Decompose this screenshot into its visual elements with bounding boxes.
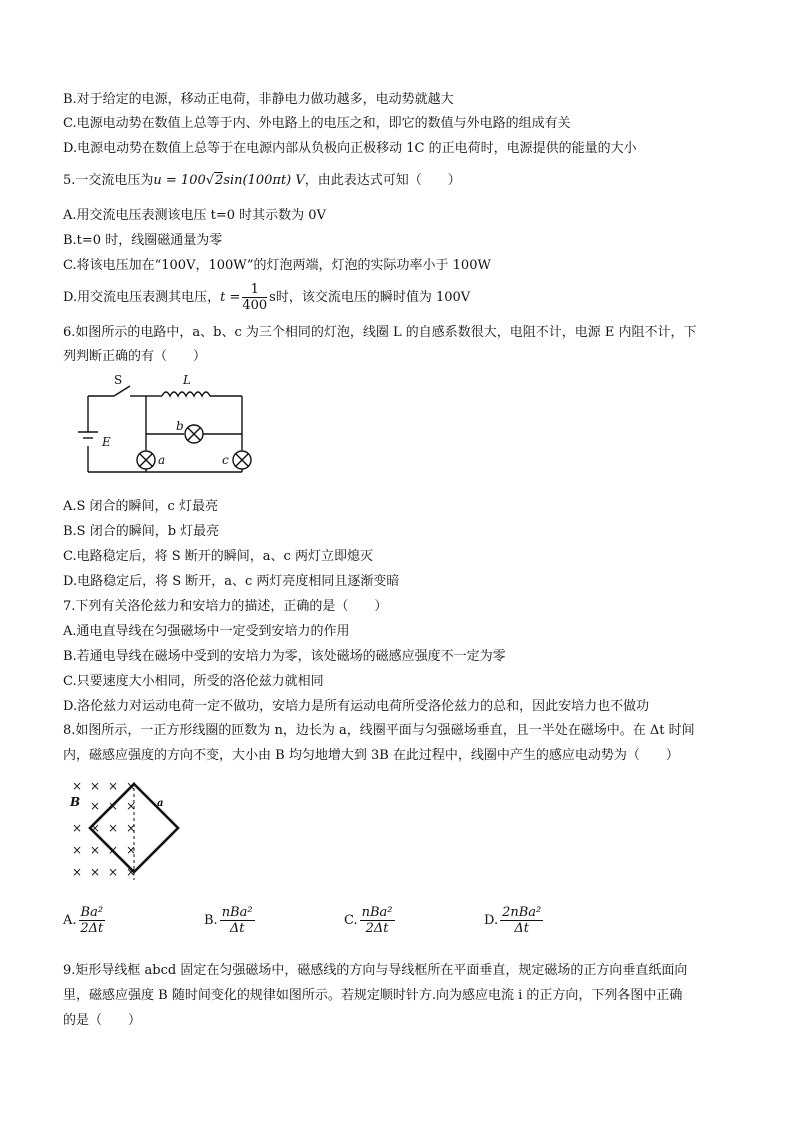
field-cross-mark: × xyxy=(126,821,137,835)
q7-option-c: C.只要速度大小相同，所受的洛伦兹力就相同 xyxy=(63,674,324,689)
q6-option-b: B.S 闭合的瞬间，b 灯最亮 xyxy=(63,524,220,539)
q5-option-d: D.用交流电压表测其电压，t = $\frac{1}{400}$ s时，该交流电压的瞬时值为 100V xyxy=(63,282,471,313)
field-cross-mark: × xyxy=(72,821,83,835)
field-cross-mark: × xyxy=(72,865,83,879)
field-cross-mark: × xyxy=(108,779,119,793)
field-cross-mark: × xyxy=(72,779,83,793)
lamp-c-label: c xyxy=(222,453,229,467)
switch-label: S xyxy=(114,373,123,387)
q5-option-b: B.t=0 时，线圈磁通量为零 xyxy=(63,233,223,248)
field-label: B xyxy=(70,795,81,809)
field-cross-mark: × xyxy=(108,843,119,857)
q5-formula: u = 100√2sin(100πt) V xyxy=(153,173,305,188)
q4-option-b: B.对于给定的电源，移动正电荷，非静电力做功越多，电动势就越大 xyxy=(63,92,454,107)
q8-coil-diagram xyxy=(64,776,186,884)
field-cross-mark: × xyxy=(108,799,119,813)
q5-option-a: A.用交流电压表测该电压 t=0 时其示数为 0V xyxy=(63,208,326,223)
q9-stem-line1: 9.矩形导线框 abcd 固定在匀强磁场中，磁感线的方向与导线框所在平面垂直，规定磁场的正方向垂直纸面向 xyxy=(63,963,688,978)
q7-option-a: A.通电直导线在匀强磁场中一定受到安培力的作用 xyxy=(63,624,350,639)
q8-option: D. $\frac{\text{2nBa²}}{\Delta t}$ xyxy=(484,905,542,936)
field-cross-mark: × xyxy=(90,843,101,857)
q6-circuit-diagram xyxy=(70,372,270,492)
q8-stem-line1: 8.如图所示，一正方形线圈的匝数为 n，边长为 a，线圈平面与匀强磁场垂直，且一半处在磁场中。在 Δt 时间 xyxy=(63,723,695,738)
lamp-b-label: b xyxy=(176,419,184,433)
q6-stem-line1: 6.如图所示的电路中，a、b、c 为三个相同的灯泡，线圈 L 的自感系数很大，电阻不计，电源 E 内阻不计，下 xyxy=(63,325,697,340)
q4-option-d: D.电源电动势在数值上总等于在电源内部从负极向正极移动 1C 的正电荷时，电源提供的能量的大小 xyxy=(63,141,637,156)
field-cross-mark: × xyxy=(126,843,137,857)
inductor-label: L xyxy=(183,373,191,387)
field-cross-mark: × xyxy=(126,779,137,793)
q7-option-b: B.若通电导线在磁场中受到的安培力为零，该处磁场的磁感应强度不一定为零 xyxy=(63,649,506,664)
field-cross-mark: × xyxy=(126,799,137,813)
field-cross-mark: × xyxy=(108,821,119,835)
q4-option-c: C.电源电动势在数值上总等于内、外电路上的电压之和，即它的数值与外电路的组成有关 xyxy=(63,116,571,131)
q8-option: B. $\frac{\text{nBa²}}{\Delta t}$ xyxy=(204,905,253,936)
q6-option-a: A.S 闭合的瞬间，c 灯最亮 xyxy=(63,499,218,514)
q8-option: C. $\frac{\text{nBa²}}{2\Delta t}$ xyxy=(344,905,393,936)
field-cross-mark: × xyxy=(90,799,101,813)
q5-fraction: $\frac{1}{400}$ xyxy=(242,282,268,313)
q8-stem-line2: 内，磁感应强度的方向不变，大小由 B 均匀地增大到 3B 在此过程中，线圈中产生的感应电动势为（ ） xyxy=(63,748,679,763)
field-cross-mark: × xyxy=(90,865,101,879)
q5-option-c: C.将该电压加在“100V，100W”的灯泡两端，灯泡的实际功率小于 100W xyxy=(63,258,491,273)
q5-stem: 5.一交流电压为u = 100√2sin(100πt) V，由此表达式可知（ ） xyxy=(63,173,461,188)
field-cross-mark: × xyxy=(72,843,83,857)
q7-stem: 7.下列有关洛伦兹力和安培力的描述，正确的是（ ） xyxy=(63,599,388,614)
q6-option-c: C.电路稳定后，将 S 断开的瞬间，a、c 两灯立即熄灭 xyxy=(63,549,373,564)
battery-label: E xyxy=(102,435,111,449)
lamp-a-label: a xyxy=(158,453,166,467)
field-cross-mark: × xyxy=(126,865,137,879)
q9-stem-line2: 里，磁感应强度 B 随时间变化的规律如图所示。若规定顺时针方.向为感应电流 i 的正方向，下列各图中正确 xyxy=(63,988,683,1003)
q7-option-d: D.洛伦兹力对运动电荷一定不做功，安培力是所有运动电荷所受洛伦兹力的总和，因此安培力也不做功 xyxy=(63,699,650,714)
q6-stem-line2: 列判断正确的有（ ） xyxy=(63,349,207,364)
q6-option-d: D.电路稳定后，将 S 断开，a、c 两灯亮度相同且逐渐变暗 xyxy=(63,574,400,589)
field-cross-mark: × xyxy=(90,779,101,793)
q8-option: A. $\frac{\text{Ba²}}{2\Delta t}$ xyxy=(63,905,104,936)
q9-stem-line3: 的是（ ） xyxy=(63,1013,142,1028)
field-cross-mark: × xyxy=(108,865,119,879)
side-label: a xyxy=(157,798,164,809)
field-cross-mark: × xyxy=(90,821,101,835)
